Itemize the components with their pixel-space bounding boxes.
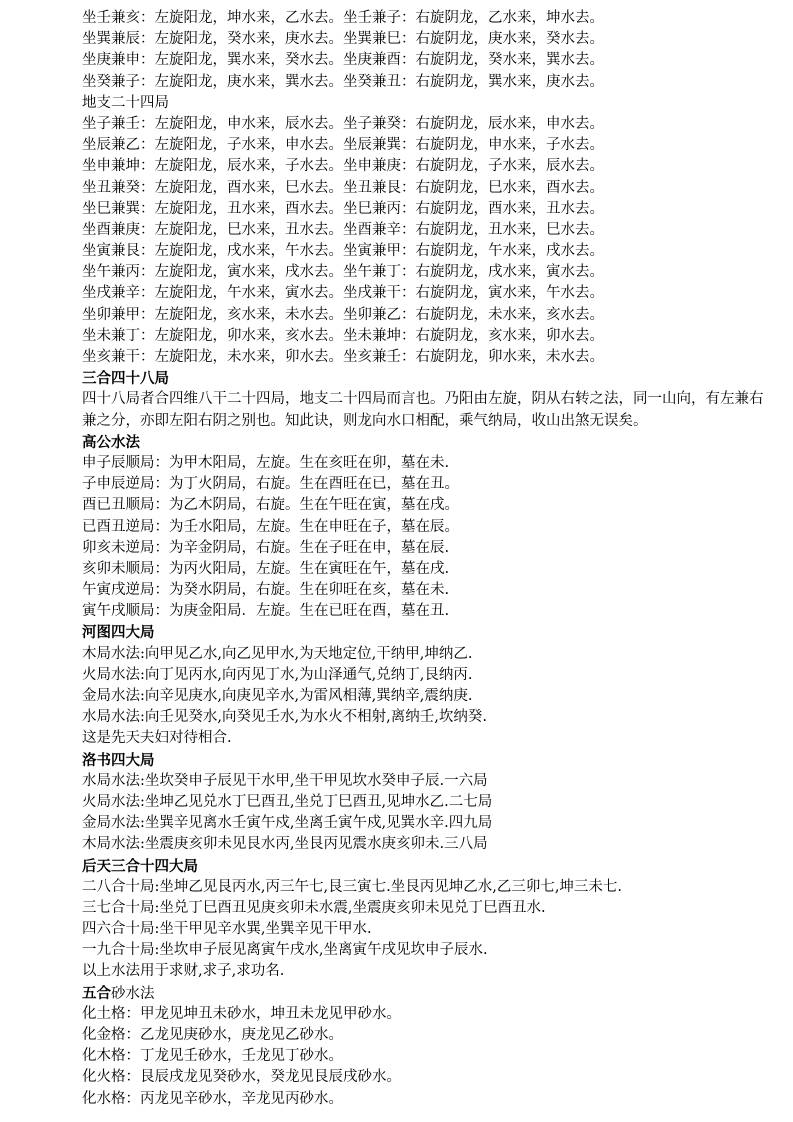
text-line: 寅午戌顺局：为庚金阳局．左旋。生在已旺在酉，墓在丑. — [82, 603, 450, 620]
text-line: 水局水法:向壬见癸水,向癸见壬水,为水火不相射,离纳壬,坎纳癸. — [82, 709, 487, 726]
text-line: 坐壬兼亥：左旋阳龙，坤水来，乙水去。坐壬兼子：右旋阴龙，乙水来，坤水去。 — [82, 10, 604, 26]
text-line: 这是先天夫妇对待相合. — [82, 730, 232, 747]
text-line: 二八合十局:坐坤乙见艮丙水,丙三午七,艮三寅七.坐艮丙见坤乙水,乙三卯七,坤三未七. — [82, 878, 623, 895]
text-line: 卯亥未逆局：为辛金阴局，右旋。生在子旺在申，墓在辰. — [82, 539, 450, 556]
heading-bold-part: 五合 — [82, 984, 111, 1002]
subheading: 地支二十四局 — [82, 94, 169, 111]
text-line: 化火格：艮辰戌龙见癸砂水，癸龙见艮辰戌砂水。 — [82, 1069, 401, 1086]
text-line: 亥卯未顺局：为丙火阳局，左旋。生在寅旺在午，墓在戌. — [82, 560, 450, 577]
text-line: 化金格：乙龙见庚砂水，庚龙见乙砂水。 — [82, 1027, 343, 1044]
section-heading: 河图四大局 — [82, 624, 155, 642]
text-line: 坐丑兼癸：左旋阳龙，酉水来，巳水去。坐丑兼艮：右旋阴龙，巳水来，酉水去。 — [82, 179, 604, 196]
text-line: 化水格：丙龙见辛砂水，辛龙见丙砂水。 — [82, 1090, 343, 1107]
text-line: 坐庚兼申：左旋阳龙，巽水来，癸水去。坐庚兼酉：右旋阴龙，癸水来，巽水去。 — [82, 52, 604, 69]
text-line: 以上水法用于求财,求子,求功名. — [82, 963, 285, 980]
text-line: 木局水法:向甲见乙水,向乙见甲水,为天地定位,干纳甲,坤纳乙. — [82, 645, 473, 662]
text-line: 坐未兼丁：左旋阳龙，卯水来，亥水去。坐未兼坤：右旋阴龙，亥水来，卯水去。 — [82, 327, 604, 344]
text-line: 坐戌兼辛：左旋阳龙，午水来，寅水去。坐戌兼干：右旋阴龙，寅水来，午水去。 — [82, 285, 604, 302]
paragraph: 四十八局者合四维八干二十四局，地支二十四局而言也。乃阳由左旋，阴从右转之法，同一山向，有左兼右兼之分，亦即左阳右阴之别也。知此诀，则龙向水口相配，乘气纳局，收山出煞无误矣。 — [82, 391, 764, 429]
text-line: 坐午兼丙：左旋阳龙，寅水来，戌水去。坐午兼丁：右旋阴龙，戌水来，寅水去。 — [82, 264, 604, 281]
section-heading: 高公水法 — [82, 433, 140, 451]
section-heading: 洛书四大局 — [82, 751, 155, 769]
text-line: 化木格：丁龙见壬砂水，壬龙见丁砂水。 — [82, 1048, 343, 1065]
text-line: 午寅戌逆局：为癸水阴局，右旋。生在卯旺在亥，墓在未. — [82, 582, 450, 599]
text-line: 已酉丑逆局：为壬水阳局，左旋。生在申旺在子，墓在辰。 — [82, 518, 459, 535]
text-line: 子申辰逆局：为丁火阴局，右旋。生在酉旺在已，墓在丑。 — [82, 476, 459, 493]
text-line: 坐巽兼辰：左旋阳龙，癸水来，庚水去。坐巽兼巳：右旋阴龙，庚水来，癸水去。 — [82, 31, 604, 48]
text-line: 坐辰兼乙：左旋阳龙，子水来，申水去。坐辰兼巽：右旋阴龙，申水来，子水去。 — [82, 137, 604, 154]
text-line: 酉已丑顺局：为乙木阴局，右旋。生在午旺在寅，墓在戌。 — [82, 497, 459, 514]
text-line: 坐申兼坤：左旋阳龙，辰水来，子水去。坐申兼庚：右旋阴龙，子水来，辰水去。 — [82, 158, 604, 175]
text-line: 木局水法:坐震庚亥卯未见艮水丙,坐艮丙见震水庚亥卯未.三八局 — [82, 836, 488, 853]
text-line: 坐酉兼庚：左旋阳龙，巳水来，丑水去。坐酉兼辛：右旋阴龙，丑水来，巳水去。 — [82, 221, 604, 238]
text-line: 一九合十局:坐坎申子辰见离寅午戌水,坐离寅午戌见坎申子辰水. — [82, 942, 488, 959]
text-line: 四六合十局:坐干甲见辛水巽,坐巽辛见干甲水. — [82, 921, 372, 938]
text-line: 火局水法:坐坤乙见兑水丁巳酉丑,坐兑丁巳酉丑,见坤水乙.二七局 — [82, 793, 493, 810]
section-heading-row — [82, 983, 793, 1004]
text-line: 坐亥兼干：左旋阳龙，未水来，卯水去。坐亥兼壬：右旋阴龙，卯水来，未水去。 — [82, 349, 604, 365]
text-line: 坐寅兼艮：左旋阳龙，戌水来，午水去。坐寅兼甲：右旋阴龙，午水来，戌水去。 — [82, 243, 604, 260]
text-line: 金局水法:坐巽辛见离水壬寅午戍,坐离壬寅午戍,见巽水辛.四九局 — [82, 815, 493, 832]
text-line: 申子辰顺局：为甲木阳局，左旋。生在亥旺在卯，墓在未. — [82, 454, 450, 471]
text-line: 坐卯兼甲：左旋阳龙，亥水来，未水去。坐卯兼乙：右旋阴龙，未水来，亥水去。 — [82, 306, 604, 323]
section-heading: 后天三合十四大局 — [82, 857, 198, 875]
text-line: 金局水法:向辛见庚水,向庚见辛水,为雷风相薄,巽纳辛,震纳庚. — [82, 688, 473, 705]
text-line: 火局水法:向丁见丙水,向丙见丁水,为山泽通气,兑纳丁,艮纳丙. — [82, 666, 473, 683]
text-line: 三七合十局:坐兑丁巳酉丑见庚亥卯未水震,坐震庚亥卯未见兑丁巳酉丑水. — [82, 899, 546, 916]
text-line: 坐子兼壬：左旋阳龙，申水来，辰水去。坐子兼癸：右旋阴龙，辰水来，申水去。 — [82, 115, 604, 132]
text-line: 化土格：甲龙见坤丑未砂水，坤丑未龙见甲砂水。 — [82, 1005, 401, 1022]
text-line: 水局水法:坐坎癸申子辰见干水甲,坐干甲见坎水癸申子辰.一六局 — [82, 772, 488, 789]
text-line: 坐巳兼巽：左旋阳龙，丑水来，酉水去。坐巳兼丙：右旋阴龙，酉水来，丑水去。 — [82, 200, 604, 217]
section-heading: 三合四十八局 — [82, 370, 169, 388]
heading-plain-part: 砂水法 — [111, 985, 155, 1002]
text-line: 坐癸兼子：左旋阳龙，庚水来，巽水去。坐癸兼丑：右旋阴龙，巽水来，庚水去。 — [82, 73, 604, 90]
